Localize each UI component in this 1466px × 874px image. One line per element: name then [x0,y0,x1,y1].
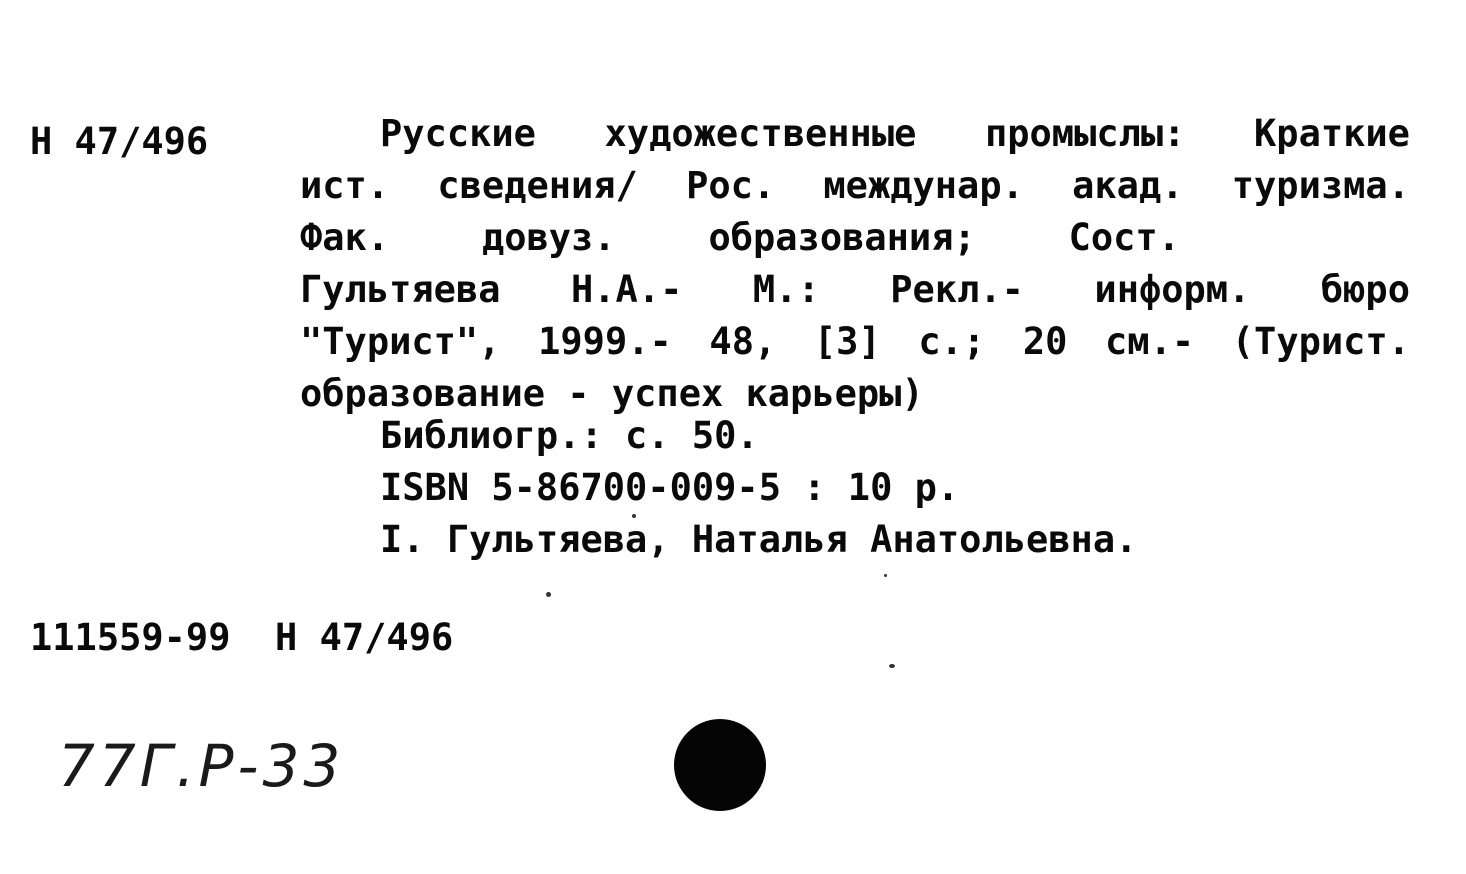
word: бюро [1320,268,1410,311]
handwritten-classification: 77Г.Р-33 [58,732,345,800]
word: Рекл.- [890,268,1024,311]
isbn-note: ISBN 5-86700-009-5 : 10 р. [380,466,960,509]
speck [889,664,895,668]
word: М.: [752,268,820,311]
word: 48, [709,320,777,363]
description-line-3 [300,212,1180,264]
word: см.- [1105,320,1195,363]
punch-hole [674,719,766,811]
speck [632,514,636,518]
bibliographic-description [300,108,1410,420]
word: сведения/ [437,164,638,207]
word: Рос. [686,164,776,207]
word: [3] [813,320,881,363]
series-note: образование - успех карьеры) [300,372,924,415]
word: информ. [1094,268,1251,311]
word: Н.А.- [571,268,683,311]
word: туризма. [1231,164,1410,207]
description-line-4 [300,264,1410,316]
notes-block [380,410,1137,566]
word: Русские [380,112,536,155]
description-line-1 [300,108,1410,160]
word: ист. [300,164,390,207]
word: образования; [708,216,976,259]
word: Гультяева [300,268,501,311]
speck [884,574,887,577]
word: "Турист", [300,320,501,363]
word: промыслы: [984,112,1186,155]
word: довуз. [481,216,616,259]
word: 20 [1022,320,1068,363]
word: (Турист. [1231,320,1410,363]
word: 1999.- [538,320,672,363]
accession-line: 111559-99 Н 47/496 [30,616,454,659]
word: междунар. [823,164,1024,207]
word: с.; [918,320,986,363]
word: Фак. [300,216,390,259]
word: акад. [1072,164,1184,207]
speck [546,592,551,597]
word: художественные [604,112,917,155]
tracing-note: I. Гультяева, Наталья Анатольевна. [380,518,1138,561]
description-line-2 [300,160,1410,212]
shelf-mark-top: Н 47/496 [30,120,209,163]
word: Краткие [1254,112,1410,155]
word: Сост. [1068,216,1180,259]
description-line-5 [300,316,1410,368]
bibliography-note: Библиогр.: с. 50. [380,414,759,457]
